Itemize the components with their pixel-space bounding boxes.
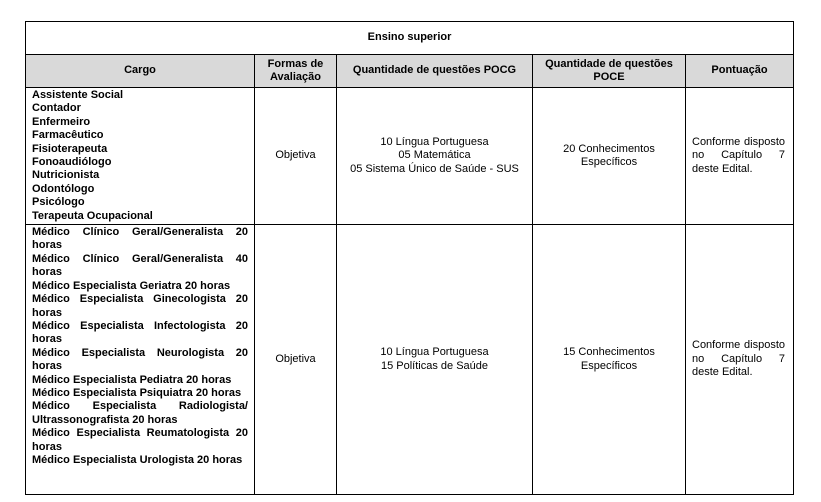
- cargo-item: Médico Especialista Ginecologista 20 horas: [32, 293, 248, 319]
- cargo-item: Médico Especialista Reumatologista 20 horas: [32, 427, 248, 453]
- table-row: [26, 88, 794, 225]
- pocg-item: 05 Sistema Único de Saúde - SUS: [350, 162, 519, 175]
- header-formas: Formas de Avaliação: [255, 55, 337, 88]
- pocg-item: 15 Políticas de Saúde: [380, 359, 489, 372]
- cargo-item: Médico Especialista Infectologista 20 horas: [32, 319, 248, 346]
- cargo-item: Assistente Social: [32, 89, 124, 101]
- pocg-cell: [337, 88, 533, 225]
- cargo-item: Médico Especialista Radiologista/ Ultrassonografista 20 horas: [32, 400, 248, 426]
- header-cargo: Cargo: [26, 55, 255, 88]
- pocg-item: 10 Língua Portuguesa: [380, 135, 489, 148]
- table-title: Ensino superior: [26, 22, 794, 55]
- cargo-item: Médico Especialista Psiquiatra 20 horas: [32, 386, 242, 399]
- cargo-list: [26, 225, 255, 495]
- pontuacao-cell: Conforme disposto no Capítulo 7 deste Edital.: [686, 225, 794, 495]
- cargo-item: Fonoaudiólogo: [32, 156, 112, 169]
- cargo-item: Médico Especialista Pediatra 20 horas: [32, 373, 232, 386]
- pocg-item: 05 Matemática: [398, 149, 471, 162]
- poce-cell: 20 Conhecimentos Específicos: [533, 88, 686, 225]
- cargo-item: Farmacêutico: [32, 129, 104, 142]
- pocg-item: 10 Língua Portuguesa: [380, 346, 489, 359]
- table-row: [26, 225, 794, 495]
- cargo-item: Médico Especialista Urologista 20 horas: [32, 453, 243, 466]
- cargo-item: Enfermeiro: [32, 115, 91, 128]
- cargo-item: Contador: [32, 102, 81, 115]
- ensino-superior-table: [25, 21, 794, 495]
- cargo-item: Médico Especialista Neurologista 20 horas: [32, 346, 248, 373]
- cargo-list: [26, 88, 255, 225]
- cargo-item: Médico Clínico Geral/Generalista 40 horas: [32, 252, 248, 279]
- pontuacao-cell: Conforme disposto no Capítulo 7 deste Edital.: [686, 88, 794, 225]
- header-pocg: Quantidade de questões POCG: [337, 55, 533, 88]
- header-poce: Quantidade de questões POCE: [533, 55, 686, 88]
- formas-cell: Objetiva: [255, 225, 337, 495]
- cargo-item: Nutricionista: [32, 169, 100, 182]
- formas-cell: Objetiva: [255, 88, 337, 225]
- header-pontuacao: Pontuação: [686, 55, 794, 88]
- cargo-item: Terapeuta Ocupacional: [32, 209, 153, 222]
- cargo-item: Odontólogo: [32, 182, 95, 195]
- cargo-item: Fisioterapeuta: [32, 142, 108, 155]
- cargo-item: Médico Especialista Geriatra 20 horas: [32, 279, 231, 292]
- pocg-cell: [337, 225, 533, 495]
- poce-cell: 15 Conhecimentos Específicos: [533, 225, 686, 495]
- cargo-item: Psicólogo: [32, 196, 85, 209]
- cargo-item: Médico Clínico Geral/Generalista 20 horas: [32, 226, 248, 252]
